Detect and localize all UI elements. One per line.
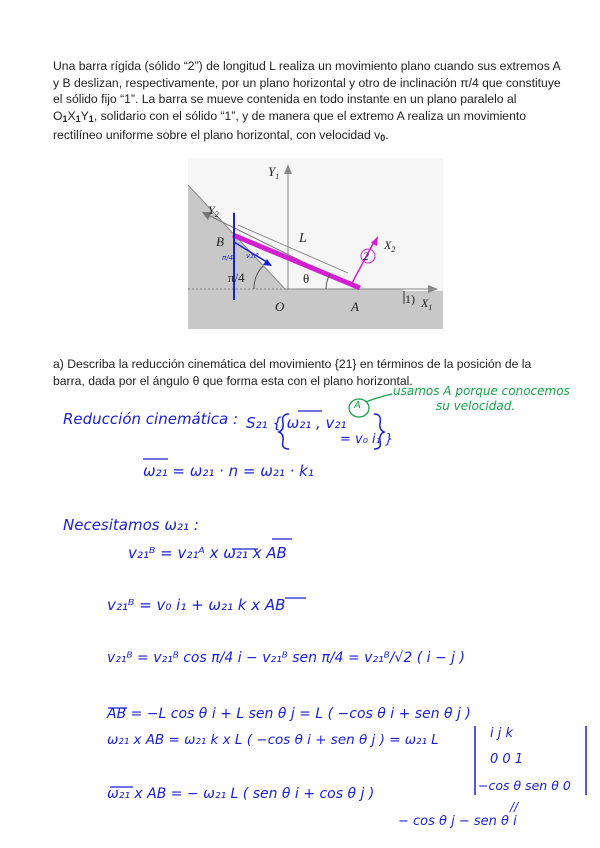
green-circle-label: A (354, 400, 361, 411)
question-a: a) Describa la reducción cinemática del movimiento {21} en términos de la posición de la barra, dada por el ángulo θ que forma esta con el plano horizontal. (53, 357, 532, 388)
problem-text-2: , solidario con el sólido “1”, y de manera que el extremo A realiza un movimiento rectilíneo uniforme sobre el plano horizontal, con velocidad v (53, 108, 527, 143)
hw-reduccion-label: Reducción cinemática : (63, 410, 239, 428)
green-arrow (366, 394, 392, 402)
hw-parallel-mark: // (510, 800, 519, 814)
label-y2: $Y_2$ (208, 203, 219, 219)
hw-label-pi4: π/4 (222, 254, 234, 262)
hw-det-row-1: i j k (490, 726, 514, 741)
label-x1: $X_1$ (421, 296, 433, 312)
hw-vb-eq-3: v₂₁ᴮ = v₂₁ᴮ cos π/4 i − v₂₁ᴮ sen π/4 = v₂₁ᴮ/√2 ( i − j ) (107, 650, 465, 666)
x-letter: X (67, 108, 76, 123)
hw-det-row-2: 0 0 1 (490, 752, 524, 767)
label-L: L (299, 231, 307, 246)
label-y1: $Y_1$ (268, 164, 280, 181)
label-solid1: 1) (405, 292, 415, 306)
period: . (385, 128, 389, 143)
sub-1b: 1 (75, 113, 81, 124)
hw-reduccion-eq2: = v₀ i₁ } (340, 432, 394, 447)
hw-result-eq: ω₂₁ x AB = − ω₂₁ L ( sen θ i + cos θ j ) (107, 786, 375, 802)
label-solid2: 2 (363, 249, 369, 263)
label-pi4: π/4 (228, 270, 245, 285)
sub-0: 0 (380, 133, 386, 144)
label-A: A (351, 299, 359, 314)
hw-label-vb: v₂₁ᴮ (246, 252, 259, 260)
label-x2: $X_2$ (384, 238, 396, 254)
sub-1a: 1 (62, 113, 68, 124)
label-theta: θ (303, 271, 310, 286)
green-note-2: su velocidad. (436, 399, 516, 413)
hw-reduccion-eq: S₂₁ { ω₂₁ , v₂₁ (246, 414, 347, 432)
y-letter: Y (80, 108, 89, 123)
label-B: B (216, 234, 224, 249)
sub-1c: 1 (88, 113, 94, 124)
hw-ab-eq: AB = −L cos θ i + L sen θ j = L ( −cos θ i + sen θ j ) (107, 706, 471, 722)
hw-omega-eq: ω₂₁ = ω₂₁ · n = ω₂₁ · k₁ (143, 462, 314, 480)
green-note-1: usamos A porque conocemos (393, 384, 570, 398)
problem-text-1: Una barra rígida (sólido “2”) de longitud L realiza un movimiento plano cuando sus extremos A y B deslizan, respectivamente, por un plano horizontal y otro de inclinación π/4 que constituye el sólido fijo “1”. La barra se mueve contenida en todo instante en un plano paralelo al O (53, 59, 561, 123)
hw-vb-eq-1: v₂₁ᴮ = v₂₁ᴬ x ω₂₁ x AB (128, 544, 287, 562)
hw-vb-eq-2: v₂₁ᴮ = v₀ i₁ + ω₂₁ k x AB (107, 596, 286, 614)
hw-cross-eq: ω₂₁ x AB = ω₂₁ k x L ( −cos θ i + sen θ j ) = ω₂₁ L (107, 732, 439, 748)
hw-det-result: − cos θ j − sen θ i (398, 814, 517, 829)
label-O: O (275, 299, 285, 314)
hw-det-row-3: −cos θ sen θ 0 (478, 778, 571, 793)
hw-necesitamos: Necesitamos ω₂₁ : (63, 516, 199, 534)
